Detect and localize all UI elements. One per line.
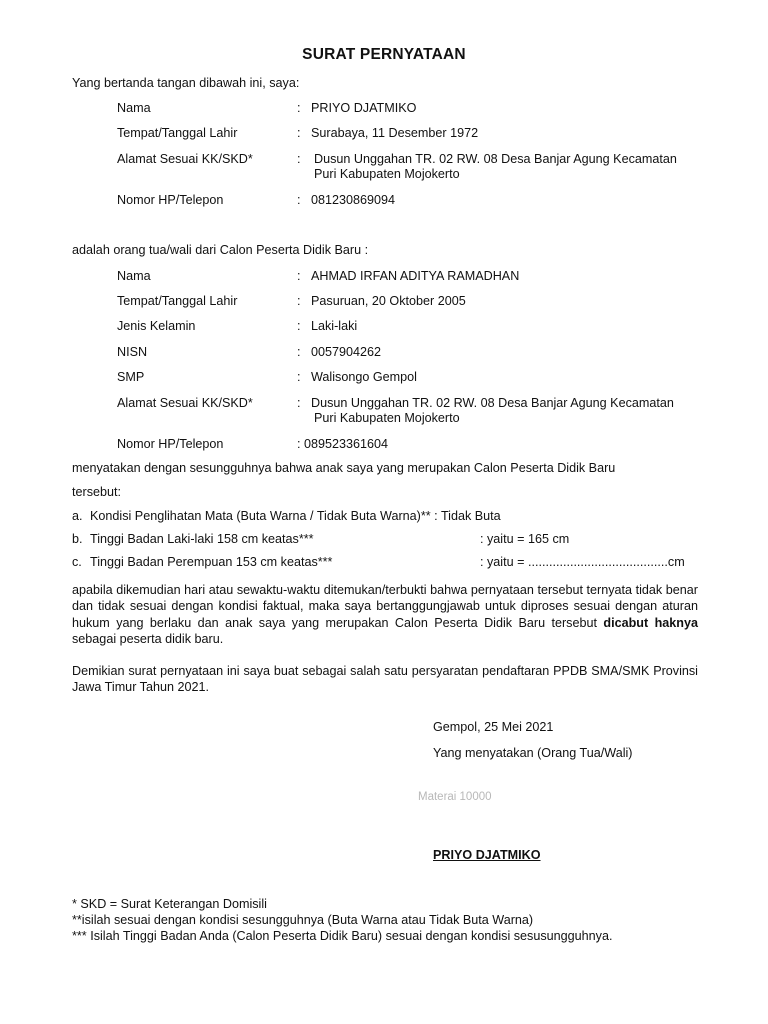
signer-address-line1: Dusun Unggahan TR. 02 RW. 08 Desa Banjar Agung Kecamatan (314, 152, 677, 166)
consequence-bold: dicabut haknya (603, 615, 698, 630)
document-title: SURAT PERNYATAAN (302, 46, 466, 63)
materai-stamp: Materai 10000 (418, 791, 492, 803)
student-phone: : 089523361604 (297, 437, 389, 451)
consequence-paragraph (72, 582, 698, 647)
statement-line1: menyatakan dengan sesungguhnya bahwa anak saya yang merupakan Calon Peserta Didik Baru (72, 461, 616, 475)
condition-b-letter: b. (72, 532, 83, 546)
colon: : (297, 269, 301, 283)
student-name-label: Nama (117, 269, 151, 283)
condition-c-letter: c. (72, 555, 82, 569)
signer-birth-label: Tempat/Tanggal Lahir (117, 126, 238, 140)
condition-b-value: : yaitu = 165 cm (480, 532, 570, 546)
student-name: AHMAD IRFAN ADITYA RAMADHAN (311, 269, 520, 283)
signer-address-label: Alamat Sesuai KK/SKD* (117, 152, 253, 166)
statement-line2: tersebut: (72, 485, 122, 499)
declarer-label: Yang menyatakan (Orang Tua/Wali) (433, 746, 633, 760)
colon: : (297, 319, 301, 333)
condition-c-text: Tinggi Badan Perempuan 153 cm keatas*** (90, 555, 333, 569)
student-birth-label: Tempat/Tanggal Lahir (117, 294, 238, 308)
student-nisn: 0057904262 (311, 345, 382, 359)
consequence-text-2: sebagai peserta didik baru. (72, 631, 224, 646)
student-gender-label: Jenis Kelamin (117, 319, 196, 333)
signer-phone-label: Nomor HP/Telepon (117, 193, 224, 207)
footnote-3: *** Isilah Tinggi Badan Anda (Calon Peserta Didik Baru) sesuai dengan kondisi sesusungguhnya. (72, 929, 613, 943)
colon: : (297, 193, 301, 207)
student-address-line2: Puri Kabupaten Mojokerto (314, 411, 460, 425)
condition-c-value: : yaitu = ........................................cm (480, 555, 685, 569)
intro-text: Yang bertanda tangan dibawah ini, saya: (72, 76, 300, 90)
signer-phone: 081230869094 (311, 193, 396, 207)
colon: : (297, 152, 301, 166)
condition-b-text: Tinggi Badan Laki-laki 158 cm keatas*** (90, 532, 314, 546)
guardian-intro: adalah orang tua/wali dari Calon Peserta Didik Baru : (72, 243, 369, 257)
student-gender: Laki-laki (311, 319, 358, 333)
footnote-1: * SKD = Surat Keterangan Domisili (72, 897, 267, 911)
colon: : (297, 126, 301, 140)
student-smp: Walisongo Gempol (311, 370, 417, 384)
place-date: Gempol, 25 Mei 2021 (433, 720, 554, 734)
student-smp-label: SMP (117, 370, 145, 384)
colon: : (297, 101, 301, 115)
condition-a-text: Kondisi Penglihatan Mata (Buta Warna / Tidak Buta Warna)** : Tidak Buta (90, 509, 501, 523)
student-address-line1: Dusun Unggahan TR. 02 RW. 08 Desa Banjar Agung Kecamatan (311, 396, 674, 410)
signer-birth: Surabaya, 11 Desember 1972 (311, 126, 479, 140)
condition-a-letter: a. (72, 509, 83, 523)
student-birth: Pasuruan, 20 Oktober 2005 (311, 294, 466, 308)
student-phone-label: Nomor HP/Telepon (117, 437, 224, 451)
closing-paragraph: Demikian surat pernyataan ini saya buat sebagai salah satu persyaratan pendaftaran PPDB SMA/SMK Provinsi Jawa Timur Tahun 2021. (72, 664, 698, 695)
colon: : (297, 370, 301, 384)
signature-name: PRIYO DJATMIKO (433, 848, 541, 862)
footnote-2: **isilah sesuai dengan kondisi sesungguhnya (Buta Warna atau Tidak Buta Warna) (72, 913, 534, 927)
signer-name-label: Nama (117, 101, 151, 115)
colon: : (297, 294, 301, 308)
student-address-label: Alamat Sesuai KK/SKD* (117, 396, 253, 410)
student-nisn-label: NISN (117, 345, 148, 359)
consequence-text-1: apabila dikemudian hari atau sewaktu-waktu ditemukan/terbukti bahwa pernyataan tersebut ternyata tidak benar dan tidak sesuai dengan kondisi faktual, maka saya bertanggungjawab untuk diproses sesuai dengan aturan hukum yang berlaku dan anak saya yang merupakan Calon Peserta Didik Baru tersebut (72, 583, 698, 630)
colon: : (297, 345, 301, 359)
colon: : (297, 396, 301, 410)
signer-address-line2: Puri Kabupaten Mojokerto (314, 167, 460, 181)
signer-name: PRIYO DJATMIKO (311, 101, 417, 115)
